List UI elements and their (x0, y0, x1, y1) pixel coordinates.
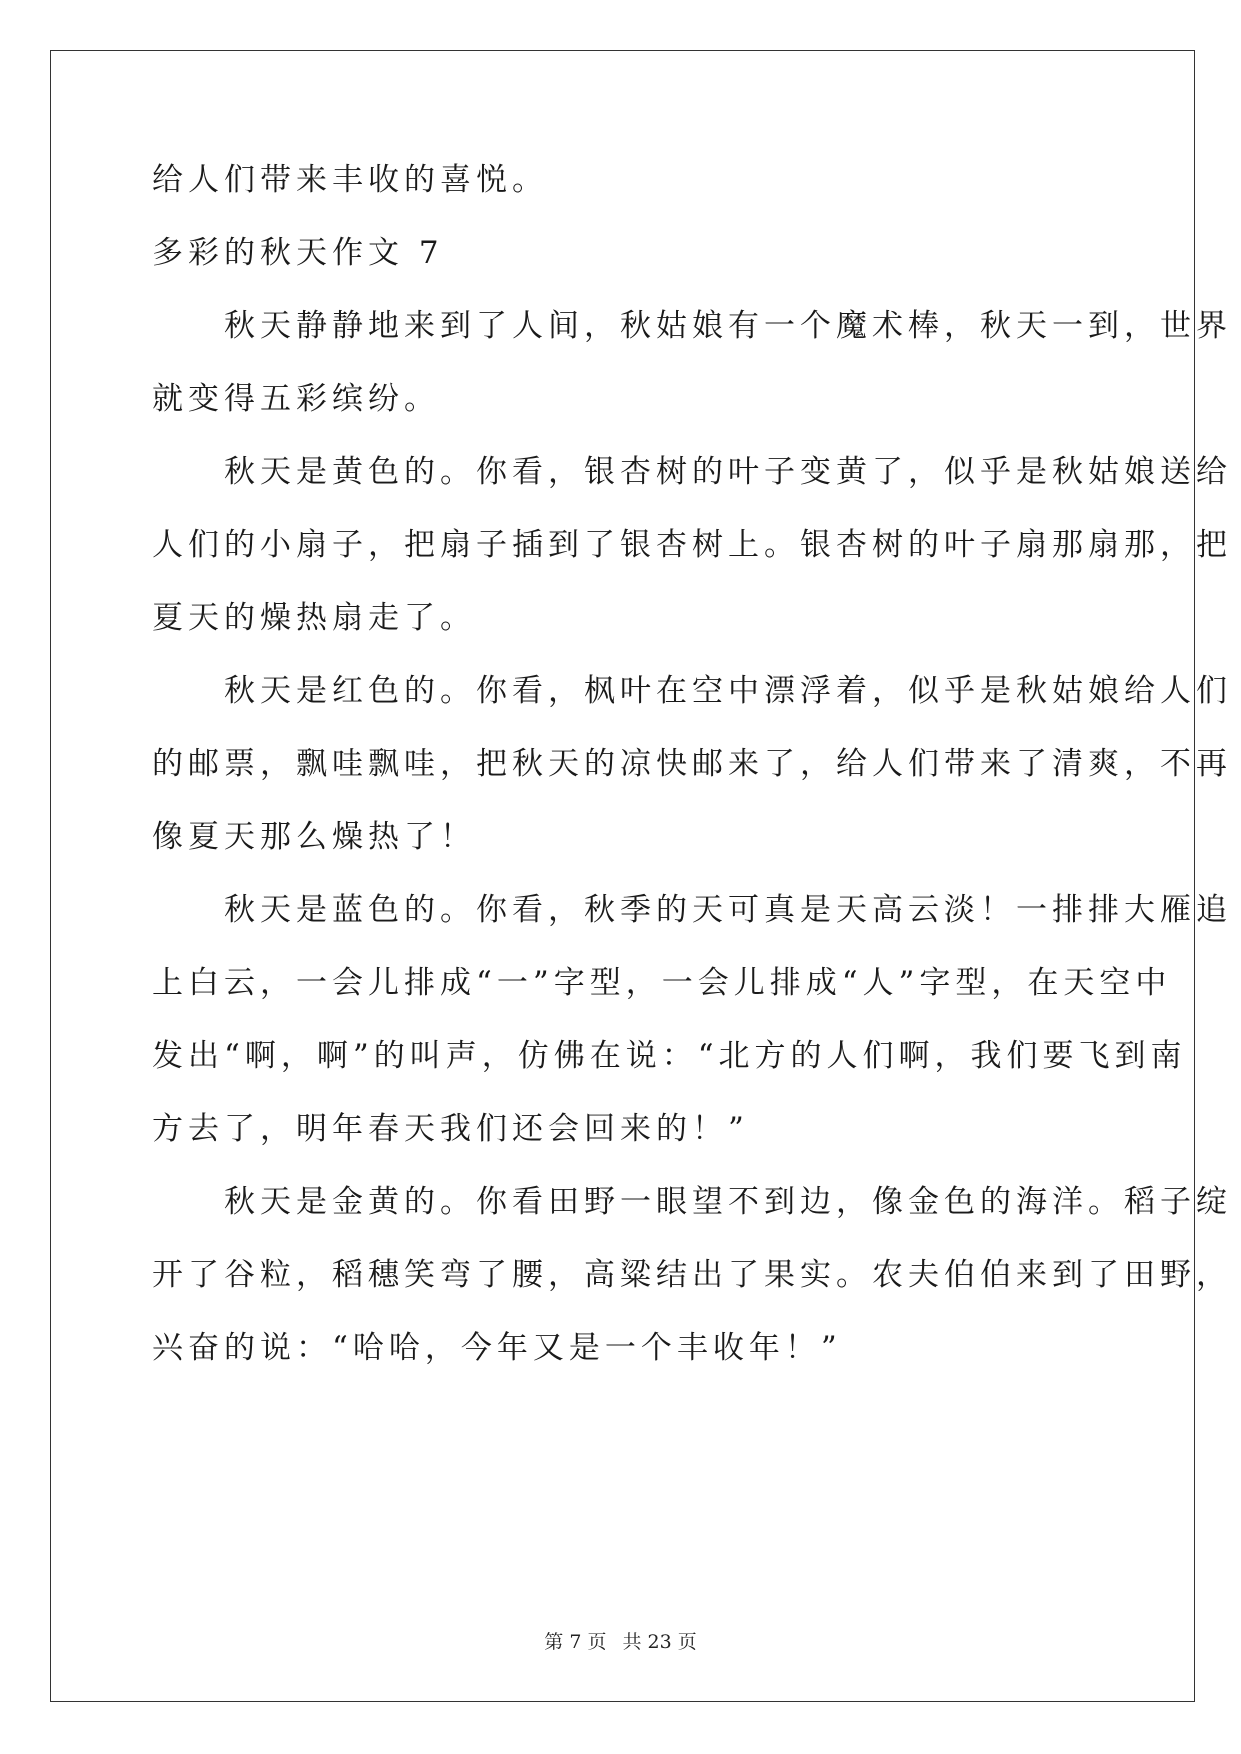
text-line: 方去了，明年春天我们还会回来的！” (152, 1111, 749, 1147)
text-line: 发出“啊，啊”的叫声，仿佛在说：“北方的人们啊，我们要飞到南 (152, 1038, 1187, 1074)
page-footer (0, 1627, 1241, 1654)
text-line: 给人们带来丰收的喜悦。 (152, 162, 548, 198)
text-line: 秋天是蓝色的。你看，秋季的天可真是天高云淡！一排排大雁追 (152, 892, 1232, 928)
text-line: 秋天是红色的。你看，枫叶在空中漂浮着，似乎是秋姑娘给人们 (152, 673, 1232, 709)
text-line: 就变得五彩缤纷。 (152, 381, 440, 417)
page-number: 第 7 页 (544, 1631, 607, 1653)
text-line: 像夏天那么燥热了！ (152, 819, 476, 855)
page-frame (50, 50, 1195, 1702)
total-pages: 共 23 页 (622, 1631, 697, 1653)
text-line: 上白云，一会儿排成“一”字型，一会儿排成“人”字型，在天空中 (152, 965, 1172, 1001)
text-line: 开了谷粒，稻穗笑弯了腰，高粱结出了果实。农夫伯伯来到了田野， (152, 1257, 1232, 1293)
text-line: 秋天是金黄的。你看田野一眼望不到边，像金色的海洋。稻子绽 (152, 1184, 1232, 1220)
section-title: 多彩的秋天作文 7 (152, 235, 444, 271)
text-line: 秋天静静地来到了人间，秋姑娘有一个魔术棒，秋天一到，世界 (152, 308, 1232, 344)
text-line: 的邮票，飘哇飘哇，把秋天的凉快邮来了，给人们带来了清爽，不再 (152, 746, 1232, 782)
text-line: 夏天的燥热扇走了。 (152, 600, 476, 636)
text-line: 人们的小扇子，把扇子插到了银杏树上。银杏树的叶子扇那扇那，把 (152, 527, 1232, 563)
text-line: 兴奋的说：“哈哈，今年又是一个丰收年！” (152, 1330, 842, 1366)
text-line: 秋天是黄色的。你看，银杏树的叶子变黄了，似乎是秋姑娘送给 (152, 454, 1232, 490)
